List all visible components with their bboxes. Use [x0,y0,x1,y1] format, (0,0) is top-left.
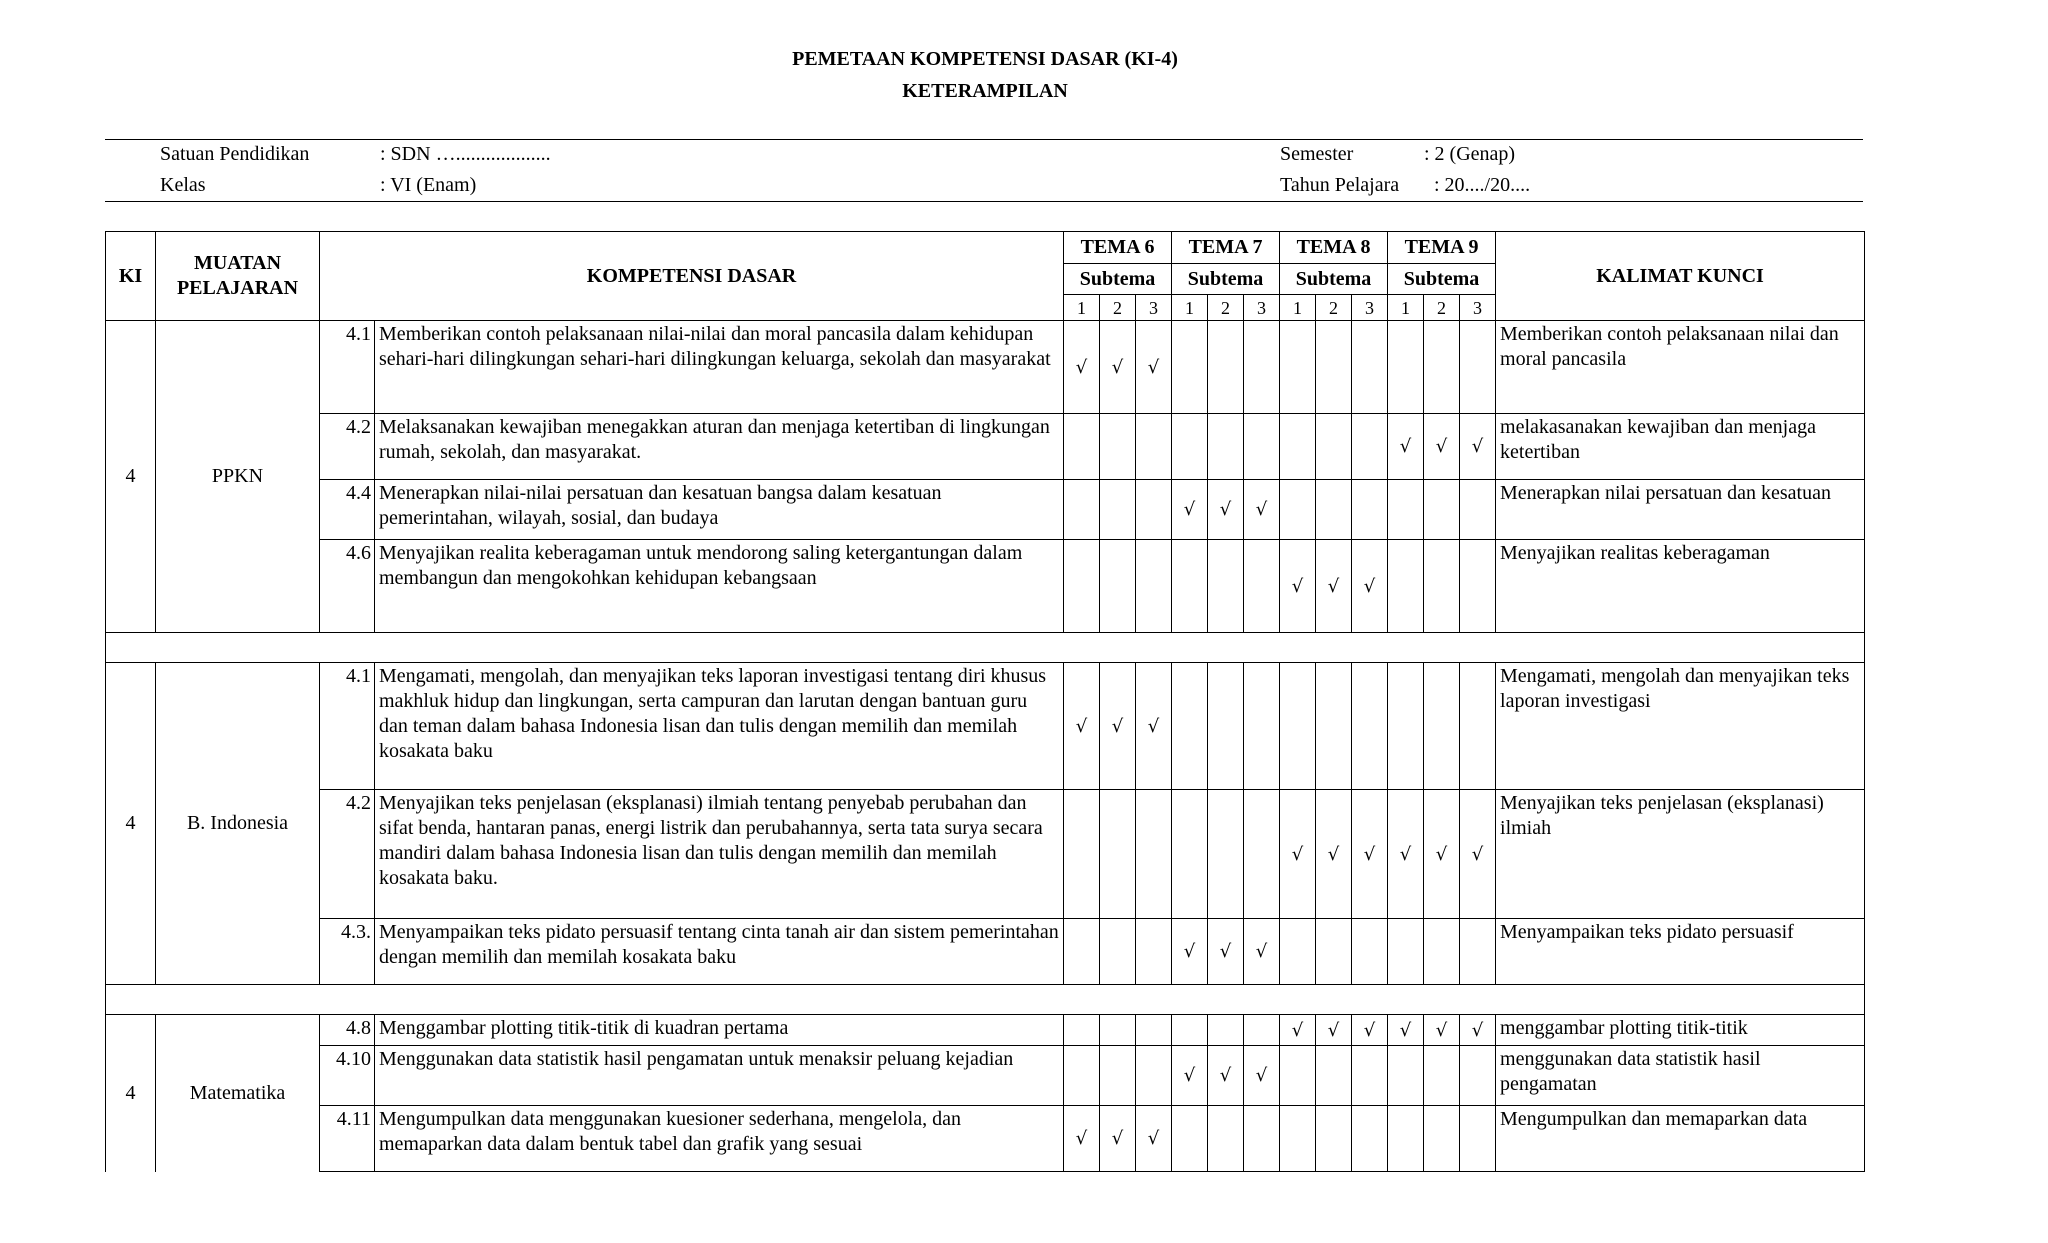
header-tema-9: TEMA 9 [1388,232,1496,264]
subtema-number: 2 [1316,295,1352,321]
check-mark-cell: √ [1280,540,1316,633]
empty-check-cell [1388,480,1424,540]
empty-check-cell [1424,919,1460,985]
empty-check-cell [1100,790,1136,919]
satuan-label: Satuan Pendidikan [160,143,310,165]
spacer-cell [106,633,1865,663]
check-mark-cell: √ [1064,663,1100,790]
check-mark-cell: √ [1352,1015,1388,1046]
empty-check-cell [1172,540,1208,633]
kd-text: Menggunakan data statistik hasil pengamatan untuk menaksir peluang kejadian [375,1046,1064,1106]
subtema-number: 3 [1460,295,1496,321]
satuan-value: : SDN …................... [380,143,551,165]
table-row [106,1015,1865,1046]
header-tema-7: TEMA 7 [1172,232,1280,264]
empty-check-cell [1280,1106,1316,1172]
empty-check-cell [1172,321,1208,414]
empty-check-cell [1208,663,1244,790]
empty-check-cell [1244,540,1280,633]
empty-check-cell [1460,919,1496,985]
empty-check-cell [1100,1046,1136,1106]
subtema-number: 1 [1388,295,1424,321]
semester-label: Semester [1280,143,1354,165]
subject-cell: PPKN [156,321,320,633]
info-top-rule [105,139,1863,140]
table-row [106,1106,1865,1172]
check-mark-cell: √ [1208,480,1244,540]
check-mark-cell: √ [1280,1015,1316,1046]
empty-check-cell [1100,480,1136,540]
empty-check-cell [1460,663,1496,790]
header-tema-6: TEMA 6 [1064,232,1172,264]
check-mark-cell: √ [1100,321,1136,414]
subtema-number: 2 [1208,295,1244,321]
header-tema-8: TEMA 8 [1280,232,1388,264]
kd-text: Melaksanakan kewajiban menegakkan aturan dan menjaga ketertiban di lingkungan rumah, sekolah, dan masyarakat. [375,414,1064,480]
kd-text: Memberikan contoh pelaksanaan nilai-nilai dan moral pancasila dalam kehidupan sehari-hari dilingkungan sehari-hari dilingkungan keluarga, sekolah dan masyarakat [375,321,1064,414]
kd-number: 4.1 [320,663,375,790]
spacer-row [106,985,1865,1015]
subtema-number: 2 [1424,295,1460,321]
empty-check-cell [1388,919,1424,985]
check-mark-cell: √ [1460,414,1496,480]
check-mark-cell: √ [1208,919,1244,985]
check-mark-cell: √ [1280,790,1316,919]
empty-check-cell [1172,663,1208,790]
kd-number: 4.1 [320,321,375,414]
spacer-row [106,633,1865,663]
table-row [106,480,1865,540]
key-sentence: Menyajikan realitas keberagaman [1496,540,1865,633]
check-mark-cell: √ [1208,1046,1244,1106]
header-subtema: Subtema [1064,264,1172,295]
check-mark-cell: √ [1460,1015,1496,1046]
subtema-number: 2 [1100,295,1136,321]
empty-check-cell [1064,540,1100,633]
empty-check-cell [1208,414,1244,480]
empty-check-cell [1388,1046,1424,1106]
table-row [106,1046,1865,1106]
empty-check-cell [1280,663,1316,790]
empty-check-cell [1388,663,1424,790]
table-row [106,663,1865,790]
empty-check-cell [1316,919,1352,985]
empty-check-cell [1352,1106,1388,1172]
page-subtitle: KETERAMPILAN [902,80,1068,102]
subtema-number: 1 [1064,295,1100,321]
check-mark-cell: √ [1352,790,1388,919]
empty-check-cell [1208,790,1244,919]
check-mark-cell: √ [1388,414,1424,480]
header-ki: KI [106,232,156,321]
check-mark-cell: √ [1172,480,1208,540]
empty-check-cell [1352,480,1388,540]
page-title: PEMETAAN KOMPETENSI DASAR (KI-4) [792,48,1178,70]
empty-check-cell [1352,414,1388,480]
check-mark-cell: √ [1388,1015,1424,1046]
empty-check-cell [1280,480,1316,540]
kd-text: Mengumpulkan data menggunakan kuesioner sederhana, mengelola, dan memaparkan data dalam bentuk tabel dan grafik yang sesuai [375,1106,1064,1172]
check-mark-cell: √ [1172,1046,1208,1106]
empty-check-cell [1064,414,1100,480]
table-row [106,919,1865,985]
empty-check-cell [1424,663,1460,790]
kd-number: 4.2 [320,790,375,919]
header-muatan: MUATAN PELAJARAN [156,232,320,321]
key-sentence: Mengumpulkan dan memaparkan data [1496,1106,1865,1172]
empty-check-cell [1316,480,1352,540]
empty-check-cell [1316,1046,1352,1106]
empty-check-cell [1064,790,1100,919]
empty-check-cell [1280,321,1316,414]
empty-check-cell [1136,414,1172,480]
check-mark-cell: √ [1136,321,1172,414]
empty-check-cell [1136,919,1172,985]
check-mark-cell: √ [1064,1106,1100,1172]
empty-check-cell [1316,321,1352,414]
kd-number: 4.10 [320,1046,375,1106]
empty-check-cell [1244,1015,1280,1046]
ki-cell: 4 [106,1015,156,1172]
empty-check-cell [1316,663,1352,790]
empty-check-cell [1280,919,1316,985]
kd-text: Menggambar plotting titik-titik di kuadran pertama [375,1015,1064,1046]
empty-check-cell [1460,1106,1496,1172]
ki-cell: 4 [106,663,156,985]
empty-check-cell [1352,663,1388,790]
check-mark-cell: √ [1424,414,1460,480]
header-subtema: Subtema [1172,264,1280,295]
subject-cell: B. Indonesia [156,663,320,985]
header-subtema: Subtema [1388,264,1496,295]
empty-check-cell [1280,1046,1316,1106]
kd-text: Menyampaikan teks pidato persuasif tentang cinta tanah air dan sistem pemerintahan dengan memilih dan memilah kosakata baku [375,919,1064,985]
empty-check-cell [1208,540,1244,633]
header-kompetensi-dasar: KOMPETENSI DASAR [320,232,1064,321]
subject-cell: Matematika [156,1015,320,1172]
empty-check-cell [1136,540,1172,633]
check-mark-cell: √ [1316,540,1352,633]
header-subtema: Subtema [1280,264,1388,295]
check-mark-cell: √ [1244,1046,1280,1106]
kd-number: 4.11 [320,1106,375,1172]
check-mark-cell: √ [1244,480,1280,540]
check-mark-cell: √ [1316,1015,1352,1046]
kd-text: Menyajikan realita keberagaman untuk mendorong saling ketergantungan dalam membangun dan mengokohkan kehidupan kebangsaan [375,540,1064,633]
kd-number: 4.3. [320,919,375,985]
subtema-number: 3 [1352,295,1388,321]
empty-check-cell [1424,1106,1460,1172]
subtema-number: 1 [1280,295,1316,321]
check-mark-cell: √ [1352,540,1388,633]
table-body [106,321,1865,1172]
ki-cell: 4 [106,321,156,633]
semester-value: : 2 (Genap) [1424,143,1516,165]
check-mark-cell: √ [1064,321,1100,414]
empty-check-cell [1244,790,1280,919]
empty-check-cell [1388,540,1424,633]
check-mark-cell: √ [1424,790,1460,919]
key-sentence: Menyampaikan teks pidato persuasif [1496,919,1865,985]
empty-check-cell [1208,1106,1244,1172]
empty-check-cell [1424,1046,1460,1106]
empty-check-cell [1136,790,1172,919]
key-sentence: menggambar plotting titik-titik [1496,1015,1865,1046]
check-mark-cell: √ [1136,1106,1172,1172]
empty-check-cell [1316,1106,1352,1172]
kd-number: 4.6 [320,540,375,633]
empty-check-cell [1424,480,1460,540]
key-sentence: menggunakan data statistik hasil pengamatan [1496,1046,1865,1106]
empty-check-cell [1352,1046,1388,1106]
check-mark-cell: √ [1316,790,1352,919]
empty-check-cell [1208,321,1244,414]
kelas-value: : VI (Enam) [380,174,477,196]
empty-check-cell [1172,790,1208,919]
empty-check-cell [1460,480,1496,540]
empty-check-cell [1352,321,1388,414]
subtema-number: 1 [1172,295,1208,321]
table-row [106,414,1865,480]
tahun-value: : 20..../20.... [1434,174,1531,196]
check-mark-cell: √ [1388,790,1424,919]
empty-check-cell [1064,919,1100,985]
empty-check-cell [1064,1046,1100,1106]
table-row [106,540,1865,633]
kd-number: 4.4 [320,480,375,540]
empty-check-cell [1388,1106,1424,1172]
check-mark-cell: √ [1100,1106,1136,1172]
empty-check-cell [1244,321,1280,414]
empty-check-cell [1064,1015,1100,1046]
empty-check-cell [1424,321,1460,414]
check-mark-cell: √ [1424,1015,1460,1046]
competency-table [105,231,1865,1172]
check-mark-cell: √ [1136,663,1172,790]
empty-check-cell [1244,663,1280,790]
kd-text: Menerapkan nilai-nilai persatuan dan kesatuan bangsa dalam kesatuan pemerintahan, wilayah, sosial, dan budaya [375,480,1064,540]
empty-check-cell [1064,480,1100,540]
check-mark-cell: √ [1100,663,1136,790]
empty-check-cell [1136,480,1172,540]
header-kalimat-kunci: KALIMAT KUNCI [1496,232,1865,321]
empty-check-cell [1424,540,1460,633]
table-row [106,790,1865,919]
key-sentence: melakasanakan kewajiban dan menjaga ketertiban [1496,414,1865,480]
key-sentence: Memberikan contoh pelaksanaan nilai dan moral pancasila [1496,321,1865,414]
empty-check-cell [1172,414,1208,480]
empty-check-cell [1100,919,1136,985]
empty-check-cell [1100,540,1136,633]
empty-check-cell [1100,1015,1136,1046]
empty-check-cell [1388,321,1424,414]
check-mark-cell: √ [1244,919,1280,985]
empty-check-cell [1316,414,1352,480]
key-sentence: Mengamati, mengolah dan menyajikan teks laporan investigasi [1496,663,1865,790]
empty-check-cell [1172,1015,1208,1046]
empty-check-cell [1244,414,1280,480]
empty-check-cell [1208,1015,1244,1046]
kd-number: 4.2 [320,414,375,480]
tahun-label: Tahun Pelajara [1280,174,1400,196]
empty-check-cell [1136,1015,1172,1046]
kelas-label: Kelas [160,174,206,196]
kd-number: 4.8 [320,1015,375,1046]
kd-text: Mengamati, mengolah, dan menyajikan teks laporan investigasi tentang diri khusus makhluk hidup dan lingkungan, serta campuran dan larutan dengan bantuan guru dan teman dalam bahasa Indonesia lisan dan tulis dengan memilih dan memilah kosakata baku [375,663,1064,790]
spacer-cell [106,985,1865,1015]
empty-check-cell [1352,919,1388,985]
empty-check-cell [1244,1106,1280,1172]
kd-text: Menyajikan teks penjelasan (eksplanasi) ilmiah tentang penyebab perubahan dan sifat benda, hantaran panas, energi listrik dan perubahannya, serta tata surya secara mandiri dalam bahasa Indonesia lisan dan tulis dengan memilih dan memilah kosakata baku. [375,790,1064,919]
empty-check-cell [1280,414,1316,480]
empty-check-cell [1460,321,1496,414]
subtema-number: 3 [1244,295,1280,321]
check-mark-cell: √ [1172,919,1208,985]
table-row [106,321,1865,414]
empty-check-cell [1172,1106,1208,1172]
empty-check-cell [1460,540,1496,633]
info-bottom-rule [105,201,1863,202]
key-sentence: Menyajikan teks penjelasan (eksplanasi) ilmiah [1496,790,1865,919]
check-mark-cell: √ [1460,790,1496,919]
empty-check-cell [1136,1046,1172,1106]
empty-check-cell [1100,414,1136,480]
subtema-number: 3 [1136,295,1172,321]
key-sentence: Menerapkan nilai persatuan dan kesatuan [1496,480,1865,540]
empty-check-cell [1460,1046,1496,1106]
